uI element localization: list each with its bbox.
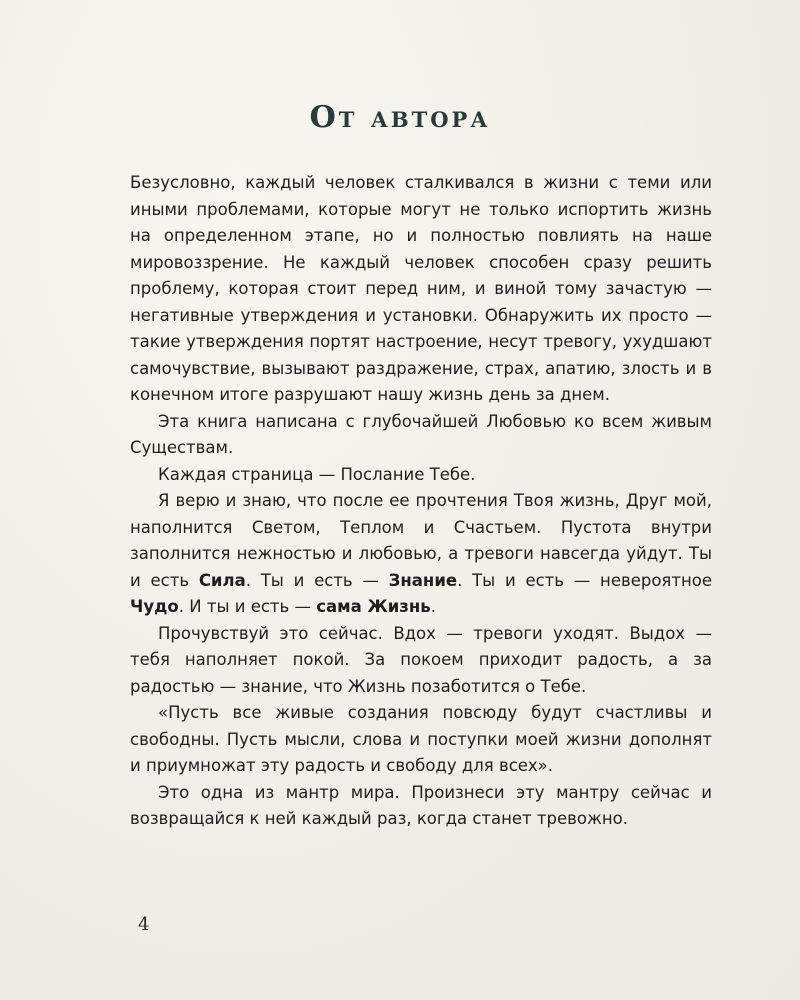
paragraph-3: Каждая страница — Послание Тебе. [158,464,476,484]
bold-word-chudo: Чудо [130,597,179,616]
paragraph-1: Безусловно, каждый человек сталкивался в жизни с теми или иными проблемами, которые могут не только испортить жизнь на определенном этапе, но и полностью повлиять на наше мировоззрение. Не каждый человек способен сразу решить проблему, которая стоит перед ним, и виной тому зачастую — негативные утверждения и установки. Обнаружить их просто — такие утверждения портят настроение, несут тревогу, ухудшают самочувствие, вызывают раздражение, страх, апатию, злость и в конечном итоге разрушают нашу жизнь день за днем. [130,173,712,404]
bold-word-znanie: Знание [388,570,458,590]
paragraph-4-text-f: . [430,597,436,616]
paragraph-4-text-e: . И ты и есть — [178,597,317,616]
paragraph-4-text-a: Я верю и знаю, что после ее прочтения Твоя жизнь, Друг мой, наполнится Светом, Теплом и Счастьем. Пустота внутри заполнится нежностью и любовью, а тревоги навсегда уйдут. Ты и есть [130,491,712,590]
page-title: От автора [309,100,491,135]
bold-word-sila: Сила [198,570,246,590]
paragraph-6: «Пусть все живые создания повсюду будут счастливы и свободны. Пусть мысли, слова и поступки моей жизни дополнят и приумножат эту радость и свободу для всех». [130,703,712,775]
paragraph-4-text-c: . Ты и есть — [245,570,389,590]
paragraph-5: Прочувствуй это сейчас. Вдох — тревоги уходят. Выдох — тебя наполняет покой. За покоем приходит радость, а за радостью — знание, что Жизнь позаботится о Тебе. [130,623,712,696]
bold-phrase-sama-zhizn: сама Жизнь [316,597,431,616]
paragraph-4 [130,488,712,621]
page-number: 4 [138,914,150,935]
paragraph-2: Эта книга написана с глубочайшей Любовью ко всем живым Существам. [130,411,712,457]
paragraph-4-text-d: . Ты и есть — невероятное [457,570,712,590]
body-text [130,170,712,833]
paragraph-7: Это одна из мантр мира. Произнеси эту мантру сейчас и возвращайся к ней каждый раз, когда станет тревожно. [130,782,712,828]
